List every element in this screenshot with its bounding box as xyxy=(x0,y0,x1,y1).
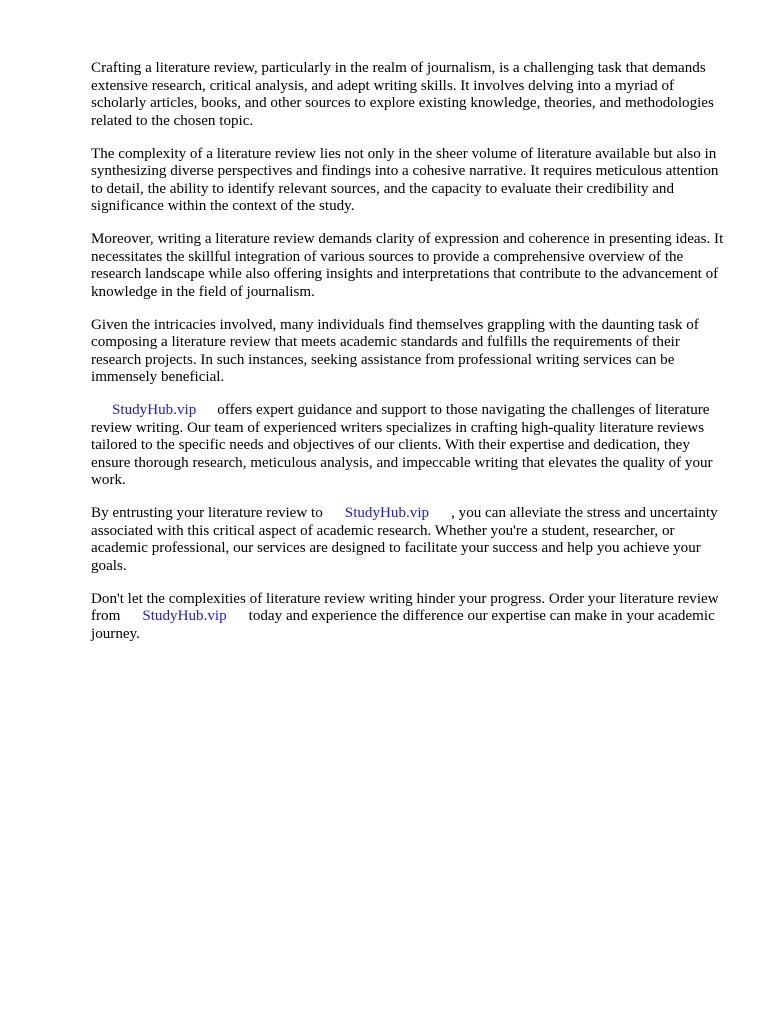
paragraph-7-before: Don't let the complexities of literature review writing hinder your progress. Order your literature review from xyxy=(91,590,719,624)
paragraph-5 xyxy=(91,402,727,490)
paragraph-1: Crafting a literature review, particularly in the realm of journalism, is a challenging task that demands extensive research, critical analysis, and adept writing skills. It involves delving into a myriad of scholarly articles, books, and other sources to explore existing knowledge, theories, and methodologies related to the chosen topic. xyxy=(91,60,714,129)
paragraph-4: Given the intricacies involved, many individuals find themselves grappling with the daunting task of composing a literature review that meets academic standards and fulfills the requirements of their research projects. In such instances, seeking assistance from professional writing services can be immensely beneficial. xyxy=(91,316,699,385)
studyhub-link-3[interactable]: StudyHub.vip xyxy=(142,608,227,624)
paragraph-2: The complexity of a literature review lies not only in the sheer volume of literature available but also in synthesizing diverse perspectives and findings into a cohesive narrative. It requires meticulous attention to detail, the ability to identify relevant sources, and the capacity to evaluate their credibility and significance within the context of the study. xyxy=(91,145,719,214)
paragraph-5-text: offers expert guidance and support to those navigating the challenges of literature review writing. Our team of experienced writers specializes in crafting high-quality literature reviews tailored to the specific needs and objectives of our clients. With their expertise and dedication, they ensure thorough research, meticulous analysis, and impeccable writing that elevates the quality of your work. xyxy=(91,402,713,488)
document-page xyxy=(91,60,727,659)
paragraph-7-after: today and experience the difference our expertise can make in your academic journey. xyxy=(91,608,715,642)
paragraph-7 xyxy=(91,591,727,644)
paragraph-6-after: , you can alleviate the stress and uncertainty associated with this critical aspect of academic research. Whether you're a student, researcher, or academic professional, our services are designed to facilitate your success and help you achieve your goals. xyxy=(91,505,718,574)
paragraph-6 xyxy=(91,505,727,575)
paragraph-3: Moreover, writing a literature review demands clarity of expression and coherence in presenting ideas. It necessitates the skillful integration of various sources to provide a comprehensive overview of the research landscape while also offering insights and interpretations that contribute to the advancement of knowledge in the field of journalism. xyxy=(91,231,724,300)
paragraph-6-before: By entrusting your literature review to xyxy=(91,505,323,521)
studyhub-link-2[interactable]: StudyHub.vip xyxy=(344,505,430,521)
studyhub-link-1[interactable]: StudyHub.vip xyxy=(112,402,197,418)
